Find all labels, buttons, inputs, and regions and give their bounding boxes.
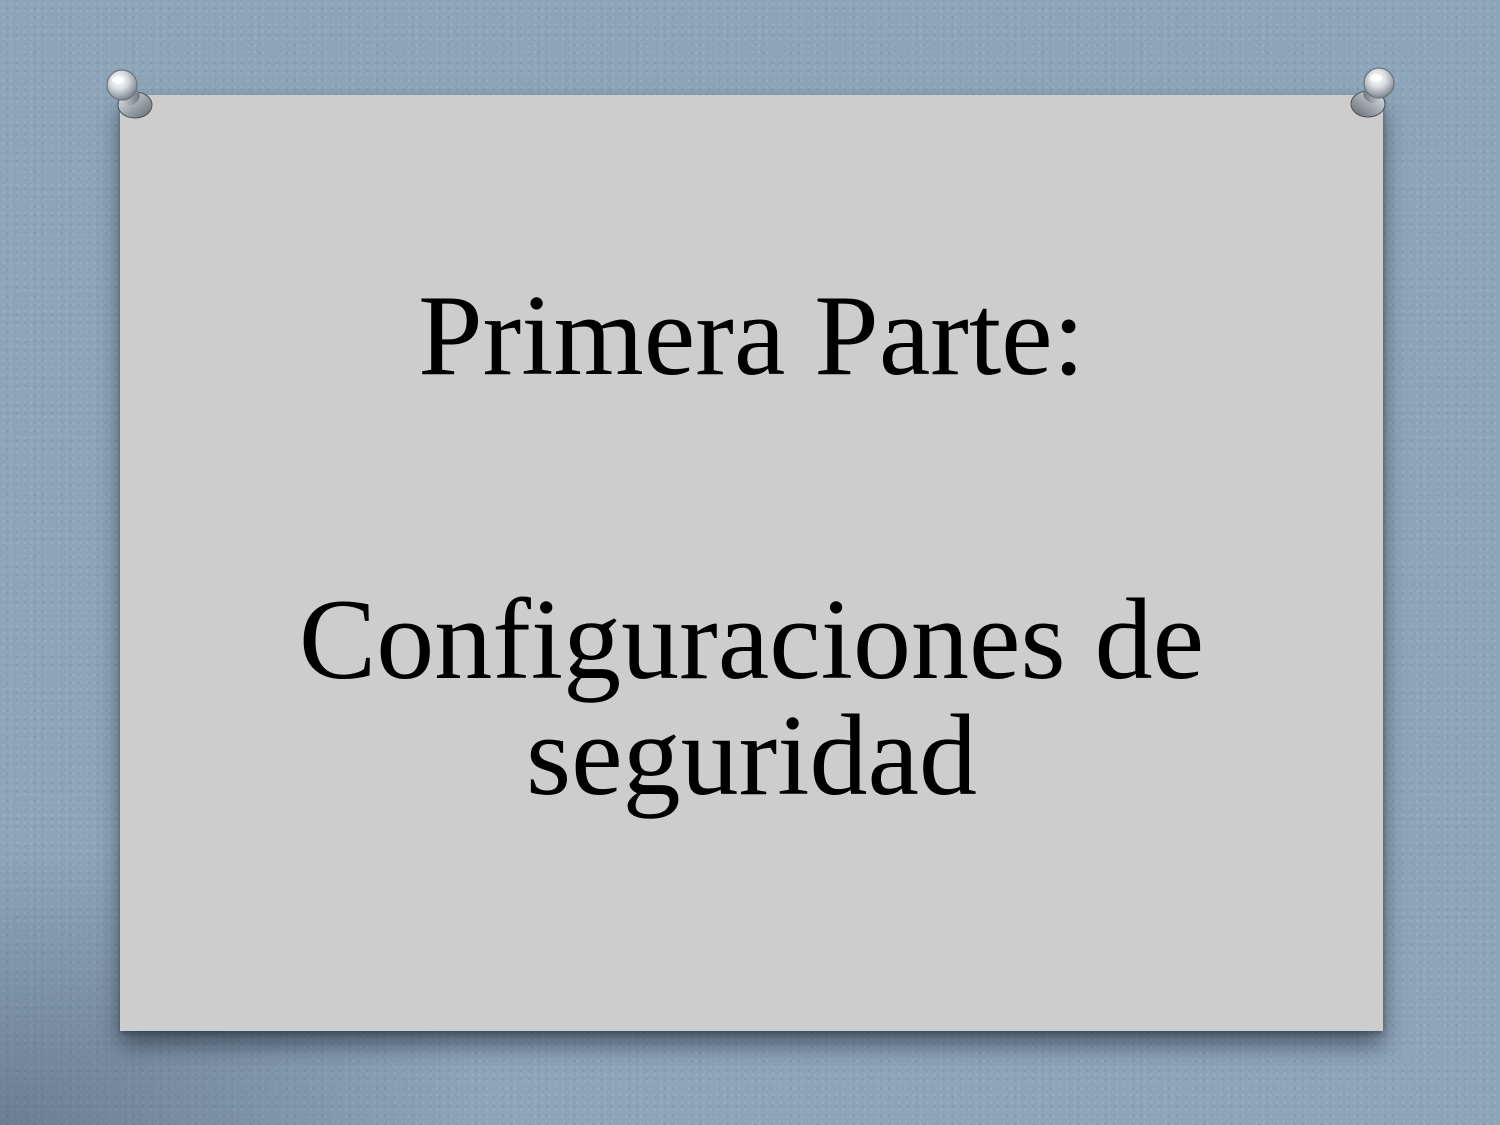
push-pin-right-icon [1345, 64, 1401, 120]
slide-title [120, 95, 1383, 1031]
title-line-configuraciones: Configuraciones de [298, 576, 1205, 704]
paper-sheet [120, 95, 1383, 1031]
title-line-seguridad: seguridad [526, 692, 977, 820]
push-pin-left-icon [102, 66, 158, 122]
title-line-primera-parte: Primera Parte: [418, 272, 1085, 400]
